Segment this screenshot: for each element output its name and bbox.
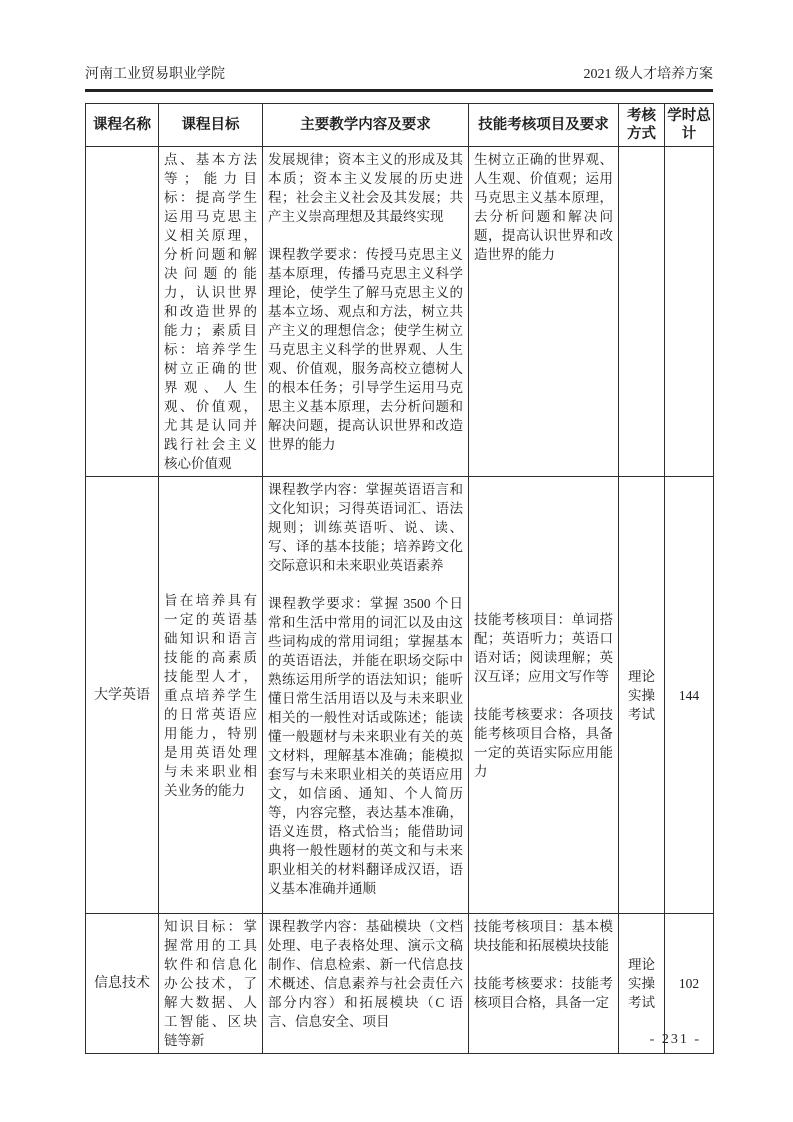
cell-total-hours: [665, 477, 714, 914]
column-header-course-objectives: 课程目标: [159, 104, 263, 147]
paragraph: 课程教学要求：掌握 3500 个日常和生活中常用的词汇以及由这些词构成的常用词组；掌握基本的英语语法，并能在职场交际中熟练运用所学的语法知识；能听懂日常生活用语以及与未来职业相关的一般性对话或陈述；能读懂一般题材与未来职业有关的英文材料，理解基本准确；能模拟套写与未来职业相关的英语应用文，如信函、通知、个人简历等，内容完整，表达基本准确，语义连贯，格式恰当；能借助词典将一般性题材的英文和与未来职业相关的材料翻译成汉语，语义基本准确并通顺: [268, 596, 463, 896]
column-header-assessment-method: 考核方式: [619, 104, 665, 147]
table-row-college-english: [86, 477, 714, 914]
cell-teaching-content: [263, 477, 469, 914]
paragraph: 知识目标：掌握常用的工具软件和信息化办公技术，了解大数据、人工智能、区块链等新: [164, 919, 257, 1048]
course-table: [85, 103, 714, 1054]
cell-skill-assessment: [469, 914, 619, 1054]
paragraph: 理论实操考试: [628, 957, 655, 1010]
paragraph: 技能考核项目：单词搭配；英语听力；英语口语对话；阅读理解；英汉互译；应用文写作等: [474, 611, 613, 684]
page-header: [85, 66, 713, 84]
paragraph: 102: [678, 976, 700, 991]
column-header-total-hours: 学时总计: [665, 104, 714, 147]
paragraph: 生树立正确的世界观、人生观、价值观；运用马克思主义基本原理，去分析问题和解决问题，提高认识世界和改造世界的能力: [474, 152, 613, 262]
paragraph: 课程教学内容：掌握英语语言和文化知识；习得英语词汇、语法规则；训练英语听、说、读、写、译的基本技能；培养跨文化交际意识和未来职业英语素养: [268, 482, 463, 573]
page-number: - 231 -: [649, 1032, 701, 1047]
cell-total-hours: [665, 147, 714, 477]
paragraph: 发展规律；资本主义的形成及其本质；资本主义发展的历史进程；社会主义社会及其发展；共产主义崇高理想及其最终实现: [268, 152, 463, 224]
cell-assessment-method: [619, 147, 665, 477]
paragraph: 理论实操考试: [628, 668, 655, 722]
cell-course-objectives: [159, 147, 263, 477]
cell-course-name: [86, 147, 159, 477]
header-school-name: 河南工业贸易职业学院: [85, 67, 225, 82]
cell-course-name: 信息技术: [86, 914, 159, 1054]
paragraph: 技能考核要求：各项技能考核项目合格，具备一定的英语实际应用能力: [474, 706, 613, 779]
header-rule: [85, 89, 713, 92]
paragraph: 点、基本方法等；能力目标：提高学生运用马克思主义相关原理，分析问题和解决问题的能力，认识世界和改造世界的能力；素质目标：培养学生树立正确的世界观、人生观、价值观，尤其是认同并践行社会主义核心价值观: [164, 152, 257, 471]
cell-course-objectives: [159, 477, 263, 914]
column-header-teaching-content: 主要教学内容及要求: [263, 104, 469, 147]
table-header-row: [86, 104, 714, 147]
column-header-skill-assessment: 技能考核项目及要求: [469, 104, 619, 147]
paragraph: 课程教学内容：基础模块（文档处理、电子表格处理、演示文稿制作、信息检索、新一代信息技术概述、信息素养与社会责任六部分内容）和拓展模块（C 语言、信息安全、项目: [268, 919, 463, 1029]
paragraph: 技能考核项目：基本模块技能和拓展模块技能: [474, 919, 613, 953]
cell-course-objectives: [159, 914, 263, 1054]
paragraph: 技能考核要求：技能考核项目合格，具备一定: [474, 976, 613, 1010]
cell-course-name: 大学英语: [86, 477, 159, 914]
paragraph: 144: [678, 687, 700, 703]
table-row-information-technology: [86, 914, 714, 1054]
cell-skill-assessment: [469, 477, 619, 914]
cell-teaching-content: [263, 147, 469, 477]
header-document-title: 2021 级人才培养方案: [583, 67, 713, 82]
cell-assessment-method: [619, 477, 665, 914]
cell-teaching-content: [263, 914, 469, 1054]
cell-skill-assessment: [469, 147, 619, 477]
table-row-continuation: [86, 147, 714, 477]
paragraph: 课程教学要求：传授马克思主义基本原理，传播马克思主义科学理论，使学生了解马克思主义的基本立场、观点和方法，树立共产主义的理想信念；使学生树立马克思主义科学的世界观、人生观、价值观，服务高校立德树人的根本任务；引导学生运用马克思主义基本原理，去分析问题和解决问题，提高认识世界和改造世界的能力: [268, 247, 463, 452]
column-header-course-name: 课程名称: [86, 104, 159, 147]
paragraph: 旨在培养具有一定的英语基础知识和语言技能的高素质技能型人才，重点培养学生的日常英语应用能力，特别是用英语处理与未来职业相关业务的能力: [164, 592, 257, 798]
